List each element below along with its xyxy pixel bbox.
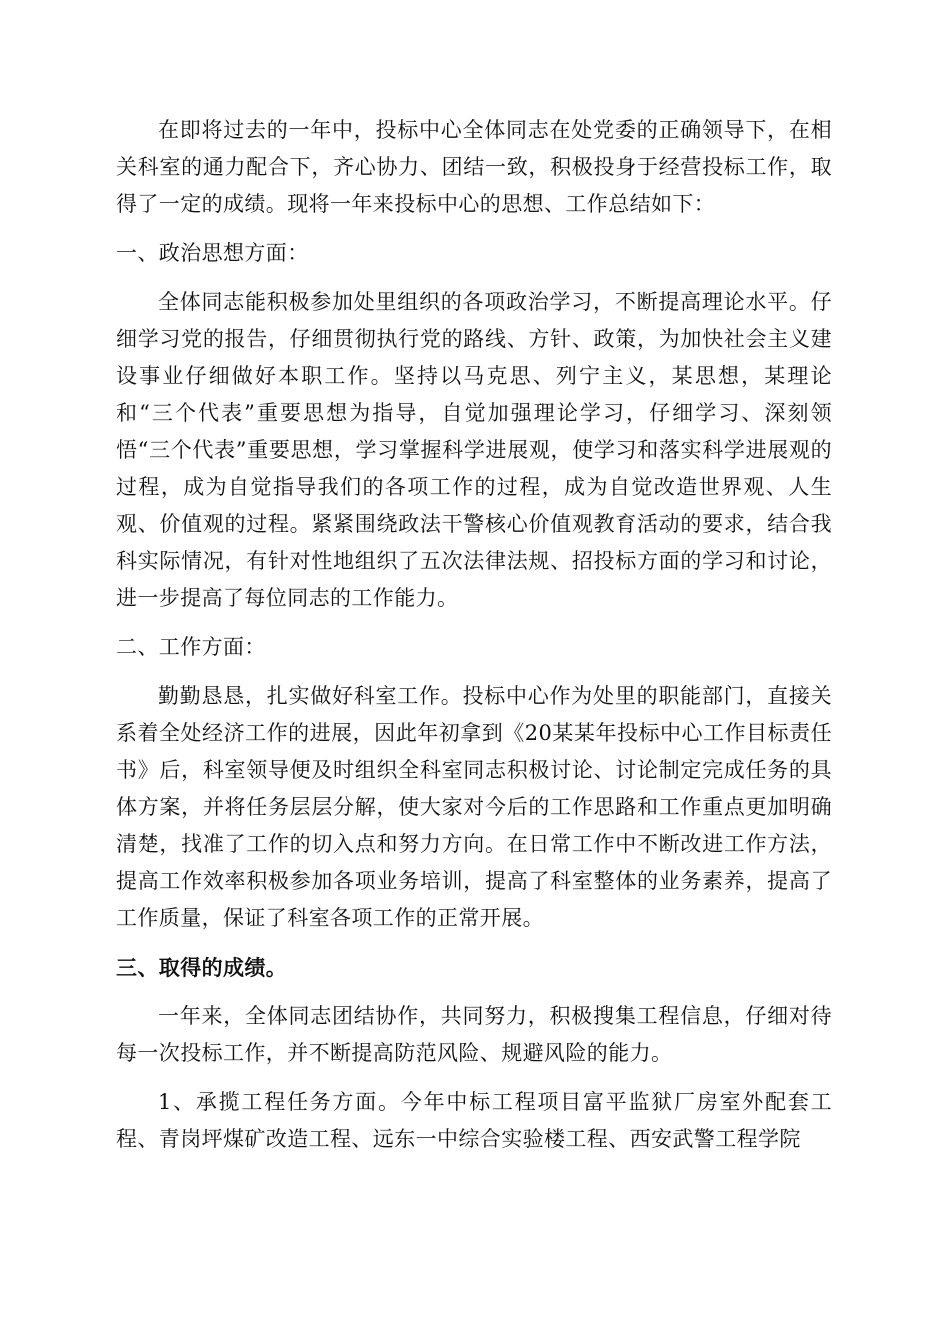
spacer — [116, 272, 832, 284]
spacer — [116, 223, 832, 235]
intro-paragraph: 在即将过去的一年中，投标中心全体同志在处党委的正确领导下，在相关科室的通力配合下，齐心协力、团结一致，积极投身于经营投标工作，取得了一定的成绩。现将一年来投标中心的思想、工作总结如下： — [116, 118, 832, 216]
spacer — [116, 1072, 832, 1084]
section-heading-politics: 一、政治思想方面： — [116, 241, 309, 265]
section-body-achievements: 一年来，全体同志团结协作，共同努力，积极搜集工程信息，仔细对待每一次投标工作，并不断提高防范风险、规避风险的能力。 — [116, 1004, 832, 1065]
section-body-work: 勤勤恳恳，扎实做好科室工作。投标中心作为处里的职能部门，直接关系着全处经济工作的进展，因此年初拿到《20某某年投标中心工作目标责任书》后，科室领导便及时组织全科室同志积极讨论、讨论制定完成任务的具体方案，并将任务层层分解，使大家对今后的工作思路和工作重点更加明确清楚，找准了工作的切入点和努力方向。在日常工作中不断改进工作方法，提高工作效率积极参加各项业务培训，提高了科室整体的业务素养，提高了工作质量，保证了科室各项工作的正常开展。 — [116, 684, 832, 930]
list-item-projects: 1、承揽工程任务方面。今年中标工程项目富平监狱厂房室外配套工程、青岗坪煤矿改造工程、远东一中综合实验楼工程、西安武警工程学院 — [116, 1090, 832, 1151]
section-body-politics: 全体同志能积极参加处里组织的各项政治学习，不断提高理论水平。仔细学习党的报告，仔细贯彻执行党的路线、方针、政策，为加快社会主义建设事业仔细做好本职工作。坚持以马克思、列宁主义，某思想，某理论和“三个代表”重要思想为指导，自觉加强理论学习，仔细学习、深刻领悟“三个代表”重要思想，学习掌握科学进展观，使学习和落实科学进展观的过程，成为自觉指导我们的各项工作的过程，成为自觉改造世界观、人生观、价值观的过程。紧紧围绕政法干警核心价值观教育活动的要求，结合我科实际情况，有针对性地组织了五次法律法规、招投标方面的学习和讨论，进一步提高了每位同志的工作能力。 — [116, 290, 832, 610]
spacer — [116, 666, 832, 678]
section-heading-work: 二、工作方面： — [116, 635, 266, 659]
section-heading-achievements: 三、取得的成绩。 — [116, 955, 288, 980]
spacer — [116, 986, 832, 998]
spacer — [116, 617, 832, 629]
document-body — [116, 112, 832, 1158]
spacer — [116, 937, 832, 949]
